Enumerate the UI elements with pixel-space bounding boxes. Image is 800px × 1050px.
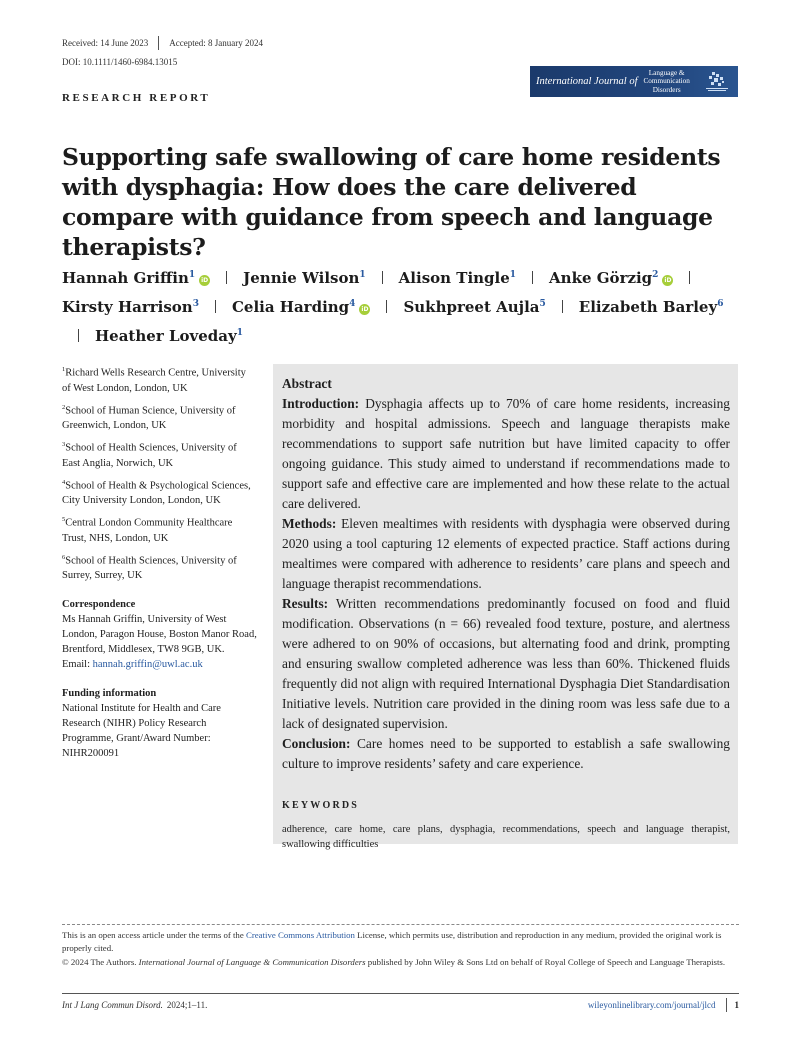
journal-emblem-icon: [702, 70, 732, 94]
email-label: Email:: [62, 659, 90, 670]
affiliation-text: School of Health & Psychological Sciences, City University London, London, UK: [62, 480, 251, 506]
copyright-pre: © 2024 The Authors.: [62, 957, 137, 967]
affiliation-marker[interactable]: 6: [717, 299, 724, 309]
funding-text: National Institute for Health and Care Research (NIHR) Policy Research Programme, Grant/Award Number: NIHR200091: [62, 703, 221, 759]
affiliation-marker[interactable]: 1: [509, 270, 517, 280]
affiliation-number: 1: [62, 366, 66, 373]
affiliation-text: Central London Community Healthcare Trust, NHS, London, UK: [62, 517, 233, 544]
abstract-section-label: Conclusion:: [282, 736, 351, 751]
article-title: Supporting safe swallowing of care home residents with dysphagia: How does the care delivered compare with guidance from speech and language therapists?: [62, 143, 721, 261]
affiliation-marker[interactable]: 3: [192, 299, 199, 309]
affiliation-marker[interactable]: 4: [349, 299, 356, 309]
affiliation-marker[interactable]: 5: [539, 299, 546, 309]
affiliation-text: School of Health Sciences, University of Surrey, Surrey, UK: [62, 555, 237, 581]
page-footer: [62, 993, 739, 1012]
orcid-icon[interactable]: iD: [361, 306, 369, 313]
affiliation-text: School of Health Sciences, University of East Anglia, Norwich, UK: [62, 442, 237, 469]
journal-logo-main: International Journal of: [536, 76, 638, 87]
affiliation-list: [62, 362, 257, 583]
author-name-text: Anke Görzig: [549, 269, 653, 287]
abstract-section: [282, 734, 730, 774]
author-separator: [78, 329, 79, 342]
affiliation-number: 5: [62, 516, 66, 523]
keywords-heading: KEYWORDS: [282, 800, 360, 811]
affiliation: [62, 437, 257, 471]
abstract-section-label: Methods:: [282, 516, 337, 531]
doi[interactable]: DOI: 10.1111/1460-6984.13015: [62, 57, 178, 67]
article-type: RESEARCH REPORT: [62, 92, 211, 104]
abstract-section: [282, 594, 730, 734]
journal-logo-sub-line2: Communication: [643, 77, 690, 86]
author-separator: [382, 271, 383, 284]
author-name[interactable]: [243, 269, 366, 287]
license-line: [62, 929, 739, 955]
author-separator: [215, 300, 216, 313]
author-separator: [386, 300, 387, 313]
affiliation: [62, 512, 257, 546]
keywords: adherence, care home, care plans, dysphagia, recommendations, speech and language therapist, swallowing difficulties: [282, 824, 730, 850]
author-name-text: Kirsty Harrison: [62, 298, 193, 316]
abstract-box: [273, 364, 738, 850]
left-column: [62, 362, 257, 761]
author-name-text: Celia Harding: [231, 298, 350, 316]
abstract-section-text: Dysphagia affects up to 70% of care home residents, increasing morbidity and hospital admissions. Speech and language therapists make recommendations to support safe nutrition but have limited capacity to offer ongoing guidance. This study aimed to understand if recommendations made to support safe and effective care are implemented and how these relate to the actual care delivered.: [282, 396, 730, 511]
abstract-section: [282, 394, 730, 514]
affiliation-marker[interactable]: 1: [359, 270, 366, 280]
author-name[interactable]: [232, 298, 370, 316]
author-name[interactable]: [549, 269, 673, 287]
correspondence-address: Ms Hannah Griffin, University of West London, Paragon House, Boston Manor Road, Brentford, Middlesex, TW8 9GB, UK.: [62, 614, 257, 655]
footer-divider: [726, 998, 727, 1012]
copyright-journal: International Journal of Language & Communication Disorders: [138, 957, 366, 967]
author-name-text: Heather Loveday: [95, 327, 237, 345]
author-name-text: Alison Tingle: [398, 269, 510, 287]
affiliation-marker[interactable]: 1: [236, 328, 243, 338]
orcid-icon[interactable]: iD: [201, 277, 209, 284]
affiliation: [62, 362, 257, 396]
funding-heading: Funding information: [62, 688, 157, 699]
correspondence-heading: Correspondence: [62, 599, 136, 610]
orcid-icon[interactable]: iD: [664, 277, 672, 284]
author-name[interactable]: [399, 269, 516, 287]
affiliation-marker[interactable]: 2: [652, 270, 659, 280]
abstract-sections: [282, 394, 730, 774]
journal-url-link[interactable]: wileyonlinelibrary.com/journal/jlcd: [587, 1000, 716, 1010]
author-separator: [532, 271, 533, 284]
affiliation: [62, 550, 257, 584]
footer-citation-rest: 2024;1–11.: [166, 1000, 208, 1010]
author-separator: [689, 271, 690, 284]
author-name[interactable]: [95, 327, 243, 345]
license-pre: This is an open access article under the terms of the: [62, 930, 244, 940]
affiliation: [62, 400, 257, 434]
author-name-text: Hannah Griffin: [62, 269, 189, 287]
copyright-line: [62, 956, 739, 969]
author-name-text: Jennie Wilson: [243, 269, 360, 287]
abstract-section-text: Eleven mealtimes with residents with dysphagia were observed during 2020 using a tool capturing 12 elements of expected practice. Staff actions during mealtimes were compared with adherence to residents’ care plans and speech and language therapist recommendations.: [282, 516, 730, 591]
author-separator: [562, 300, 563, 313]
author-name-text: Sukhpreet Aujla: [403, 298, 540, 316]
copyright-post: published by John Wiley & Sons Ltd on behalf of Royal College of Speech and Language Therapists.: [367, 957, 726, 967]
affiliation-number: 3: [62, 441, 66, 448]
author-name[interactable]: [579, 298, 724, 316]
abstract-section-label: Introduction:: [282, 396, 360, 411]
author-name[interactable]: [403, 298, 545, 316]
footer-citation: Int J Lang Commun Disord.: [62, 1000, 163, 1010]
license-footnote: [62, 924, 739, 970]
author-name-text: Elizabeth Barley: [578, 298, 718, 316]
author-name[interactable]: [62, 298, 199, 316]
author-name[interactable]: [62, 269, 210, 287]
accepted-date: Accepted: 8 January 2024: [169, 38, 263, 48]
divider: [158, 36, 159, 50]
cc-license-link[interactable]: Creative Commons Attribution: [245, 930, 355, 940]
page-number: 1: [734, 1000, 739, 1010]
received-date: Received: 14 June 2023: [62, 38, 149, 48]
author-list: [62, 262, 752, 349]
article-dates: [62, 36, 263, 50]
abstract-section: [282, 514, 730, 594]
journal-logo-sub-line1: Language &: [648, 68, 685, 77]
affiliation: [62, 475, 257, 509]
abstract-heading: Abstract: [282, 376, 332, 391]
correspondence-text: [62, 612, 257, 672]
journal-logo-sub-line3: Disorders: [652, 85, 681, 94]
abstract-section-text: Written recommendations predominantly focused on food and fluid modification. Observations (n = 66) revealed food texture, posture, and alertness were adhered to on 90% of occasions, but alternating food and drink, prompting and ensuring swallow completed adherence was less than 60%. Thickened fluids frequently did not align with required International Dysphagia Diet Standardisation Initiative levels. Nutrition care provided in the dining room was less safe due to a lack of designated supervision.: [282, 596, 730, 731]
affiliation-number: 6: [62, 553, 66, 561]
abstract-section-label: Results:: [282, 596, 329, 611]
affiliation-number: 4: [62, 478, 66, 486]
license-post: License, which permits use, distribution and reproduction in any medium, provided the original work is properly cited.: [62, 930, 722, 953]
abstract-section-text: Care homes need to be supported to establish a safe swallowing culture to improve residents’ safety and care experience.: [282, 736, 730, 771]
author-separator: [226, 271, 227, 284]
affiliation-marker[interactable]: 1: [188, 270, 196, 280]
journal-logo[interactable]: [530, 66, 738, 97]
journal-logo-sub: [644, 69, 690, 95]
affiliation-text: School of Human Science, University of Greenwich, London, UK: [62, 405, 236, 431]
affiliation-text: Richard Wells Research Centre, University of West London, London, UK: [62, 367, 246, 394]
affiliation-number: 2: [62, 403, 66, 411]
email-link[interactable]: hannah.griffin@uwl.ac.uk: [92, 659, 203, 670]
